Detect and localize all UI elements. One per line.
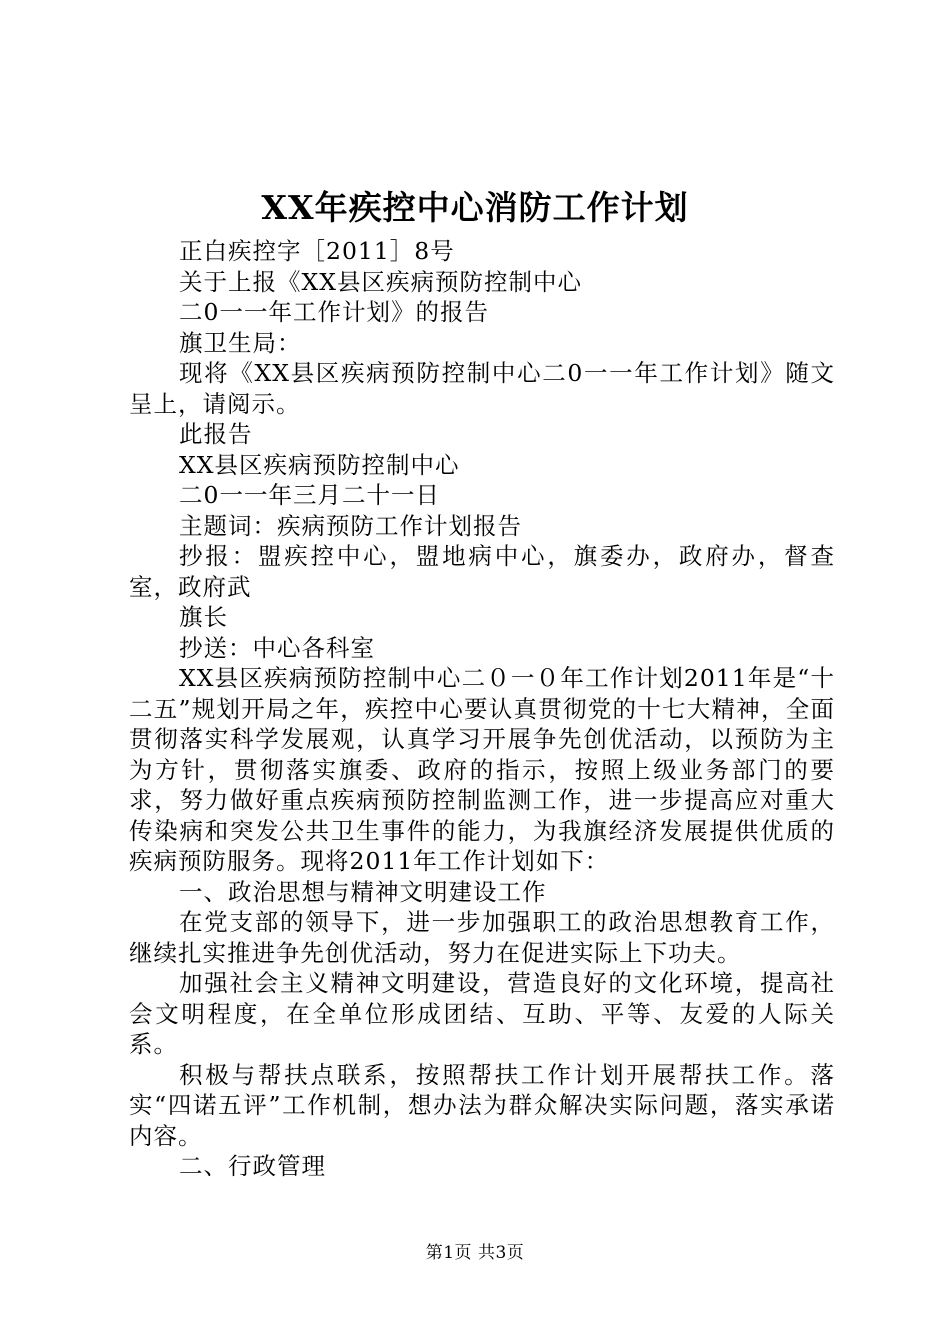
paragraph: 在党支部的领导下，进一步加强职工的政治思想教育工作，继续扎实推进争先创优活动，努力在促进实际上下功夫。 bbox=[129, 908, 835, 967]
copy-to-report: 抄报：盟疾控中心，盟地病中心，旗委办，政府办，督查室，政府武 bbox=[129, 542, 835, 601]
report-heading-line-1: 关于上报《XX县区疾病预防控制中心 bbox=[179, 267, 582, 296]
recipient: 旗卫生局： bbox=[179, 328, 302, 357]
closing-line: 此报告 bbox=[179, 420, 253, 448]
document-title: XX年疾控中心消防工作计划 bbox=[261, 188, 689, 227]
subject-keywords: 主题词：疾病预防工作计划报告 bbox=[179, 511, 522, 540]
report-heading-line-2: 二0一一年工作计划》的报告 bbox=[179, 298, 489, 326]
paragraph: XX县区疾病预防控制中心二０一０年工作计划2011年是“十二五”规划开局之年，疾控中心要认真贯彻党的十七大精神，全面贯彻落实科学发展观，认真学习开展争先创优活动，以预防为主为方针，贯彻落实旗委、政府的指示，按照上级业务部门的要求，努力做好重点疾病预防控制监测工作，进一步提高应对重大传染病和突发公共卫生事件的能力，为我旗经济发展提供优质的疾病预防服务。现将2011年工作计划如下： bbox=[129, 664, 835, 875]
copy-to-send: 抄送：中心各科室 bbox=[179, 633, 375, 662]
document-body bbox=[129, 236, 835, 1182]
paragraph: 现将《XX县区疾病预防控制中心二0一一年工作计划》随文呈上，请阅示。 bbox=[129, 359, 835, 418]
copy-to-report-continued: 旗长 bbox=[179, 603, 228, 631]
paragraph: 积极与帮扶点联系，按照帮扶工作计划开展帮扶工作。落实“四诺五评”工作机制，想办法为群众解决实际问题，落实承诺内容。 bbox=[129, 1060, 835, 1150]
section-heading: 一、政治思想与精神文明建设工作 bbox=[179, 877, 547, 906]
page-footer: 第1页 共3页 bbox=[425, 1243, 525, 1263]
section-heading: 二、行政管理 bbox=[179, 1152, 326, 1180]
issue-date: 二0一一年三月二十一日 bbox=[179, 481, 440, 509]
issuer: XX县区疾病预防控制中心 bbox=[179, 450, 460, 479]
paragraph: 加强社会主义精神文明建设，营造良好的文化环境，提高社会文明程度，在全单位形成团结、互助、平等、友爱的人际关系。 bbox=[129, 969, 835, 1058]
document-number: 正白疾控字［2011］8号 bbox=[179, 237, 455, 265]
